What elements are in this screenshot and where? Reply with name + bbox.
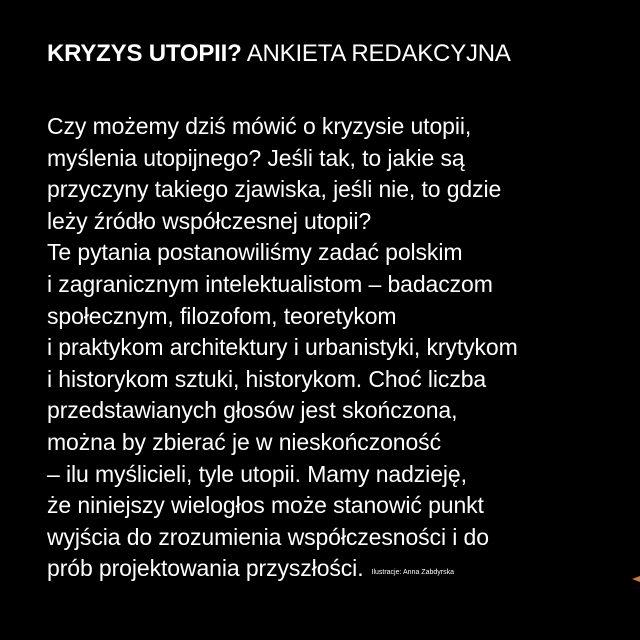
- body-line: Czy możemy dziś mówić o kryzysie utopii,: [47, 113, 472, 139]
- body-line: wyjścia do zrozumienia współczesności i do: [47, 523, 489, 550]
- intro-paragraph: [47, 111, 627, 585]
- body-line: i historykom sztuki, historykom. Choć liczba: [47, 365, 487, 392]
- body-line: społecznym, filozofom, teoretykom: [47, 302, 397, 329]
- illustration-credit: Ilustracje: Anna Zabdyrska: [371, 569, 454, 577]
- body-line: leży źródło współczesnej utopii?: [47, 207, 372, 234]
- body-line: myślenia utopijnego? Jeśli tak, to jakie są: [47, 144, 465, 171]
- heading-subtitle: ANKIETA REDAKCYJNA: [246, 40, 511, 67]
- body-line: że niniejszy wielogłos może stanowić punkt: [47, 492, 484, 519]
- corner-accent-mark: [632, 576, 640, 582]
- body-line: i praktykom architektury i urbanistyki, krytykom: [47, 334, 518, 361]
- body-line: przyczyny takiego zjawiska, jeśli nie, to gdzie: [47, 176, 502, 203]
- body-line: i zagranicznym intelektualistom – badaczom: [47, 270, 493, 297]
- body-line-last: [47, 553, 627, 585]
- body-line: Te pytania postanowiliśmy zadać polskim: [47, 239, 463, 266]
- page-heading: [47, 38, 511, 70]
- body-line: przedstawianych głosów jest skończona,: [47, 397, 458, 424]
- heading-title: KRYZYS UTOPII?: [47, 40, 242, 67]
- body-line: – ilu myślicieli, tyle utopii. Mamy nadzieję,: [47, 460, 467, 487]
- body-line: można by zbierać je w nieskończoność: [47, 428, 441, 455]
- body-line-text: prób projektowania przyszłości.: [47, 555, 364, 582]
